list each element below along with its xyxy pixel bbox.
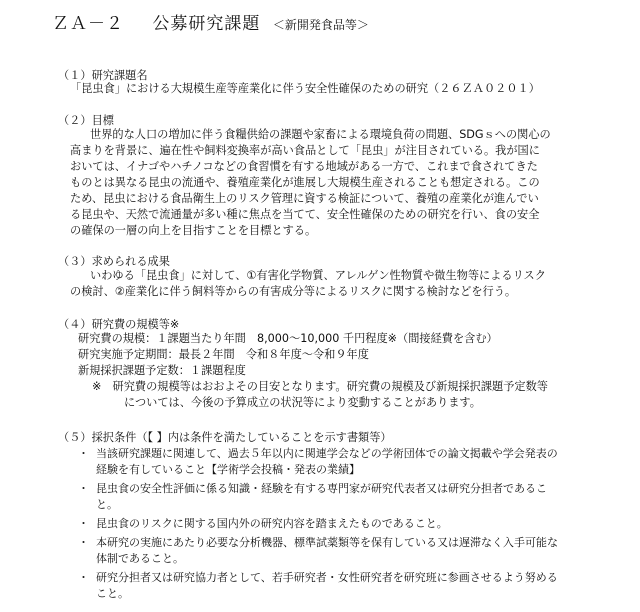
section-2-heading: （２）目標 bbox=[58, 114, 114, 127]
bullet: ・ bbox=[78, 517, 89, 530]
section-1-heading: （１）研究課題名 bbox=[58, 69, 148, 82]
condition-line: こと。 bbox=[96, 587, 129, 600]
section-2-line: 世界的な人口の増加に伴う食糧供給の課題や家畜による環境負荷の問題、SDGｓへの関心の bbox=[90, 128, 551, 141]
budget-scale: 研究費の規模：１課題当たり年間 8,000～10,000 千円程度※（間接経費を含む） bbox=[78, 332, 498, 345]
section-3-heading: （３）求められる成果 bbox=[58, 255, 170, 268]
bullet: ・ bbox=[78, 482, 89, 495]
section-4-heading: （４）研究費の規模等※ bbox=[58, 318, 180, 331]
document-code: ＺＡ－２ bbox=[52, 14, 124, 34]
section-1-text: 「昆虫食」における大規模生産等産業化に伴う安全性確保のための研究（２６ＺＡ０２０１） bbox=[70, 82, 540, 95]
condition-line: 経験を有していること【学術学会投稿・発表の業績】 bbox=[96, 463, 360, 476]
condition-line: と。 bbox=[96, 498, 118, 511]
bullet: ・ bbox=[78, 571, 89, 584]
section-2-line: おいては、イナゴやハチノコなどの食習慣を有する地域がある一方で、これまで食されてきた bbox=[70, 160, 538, 173]
document-title bbox=[52, 9, 369, 34]
new-projects-count: 新規採択課題予定数：１課題程度 bbox=[78, 364, 246, 377]
section-3-line: の検討、②産業化に伴う飼料等からの有害成分等によるリスクに関する検討などを行う。 bbox=[70, 285, 517, 298]
budget-note: については、今後の予算成立の状況等により変動することがあります。 bbox=[124, 396, 481, 409]
condition-line: 研究分担者又は研究協力者として、若手研究者・女性研究者を研究班に参画させるよう努める bbox=[96, 571, 558, 584]
section-2-line: ものとは異なる昆虫の流通や、養殖産業化が進展し大規模生産されることも想定される。この bbox=[70, 176, 540, 189]
condition-line: 昆虫食の安全性評価に係る知識・経験を有する専門家が研究代表者又は研究分担者であるこ bbox=[96, 482, 547, 495]
condition-line: 体制であること。 bbox=[96, 552, 184, 565]
condition-line: 本研究の実施にあたり必要な分析機器、標準試薬類等を保有している又は遅滞なく入手可能な bbox=[96, 536, 558, 549]
document-subtitle: ＜新開発食品等＞ bbox=[272, 18, 369, 32]
condition-line: 当該研究課題に関連して、過去５年以内に関連学会などの学術団体での論文掲載や学会発表の bbox=[96, 447, 558, 460]
budget-note: ※ 研究費の規模等はおおよその目安となります。研究費の規模及び新規採択課題予定数等 bbox=[92, 380, 548, 393]
bullet: ・ bbox=[78, 447, 89, 460]
research-period: 研究実施予定期間：最長２年間 令和８年度～令和９年度 bbox=[78, 348, 369, 361]
section-3-line: いわゆる「昆虫食」に対して、①有害化学物質、アレルゲン性物質や微生物等によるリスク bbox=[90, 269, 546, 282]
section-2-line: ため、昆虫における食品衛生上のリスク管理に資する検証について、養殖の産業化が進んでい bbox=[70, 192, 539, 205]
section-5-heading: （５）採択条件（【 】内は条件を満たしていることを示す書類等） bbox=[58, 431, 392, 444]
section-2-line: る昆虫や、天然で流通量が多い種に焦点を当てて、安全性確保のための研究を行い、食の安全 bbox=[70, 208, 540, 221]
section-2-line: の確保の一層の向上を目指すことを目標とする。 bbox=[70, 224, 317, 237]
document-heading: 公募研究課題 bbox=[152, 14, 261, 34]
condition-line: 昆虫食のリスクに関する国内外の研究内容を踏まえたものであること。 bbox=[96, 517, 448, 530]
section-2-line: 高まりを背景に、遍在性や飼料変換率が高い食品として「昆虫」が注目されている。我が国に bbox=[70, 144, 540, 157]
bullet: ・ bbox=[78, 536, 89, 549]
